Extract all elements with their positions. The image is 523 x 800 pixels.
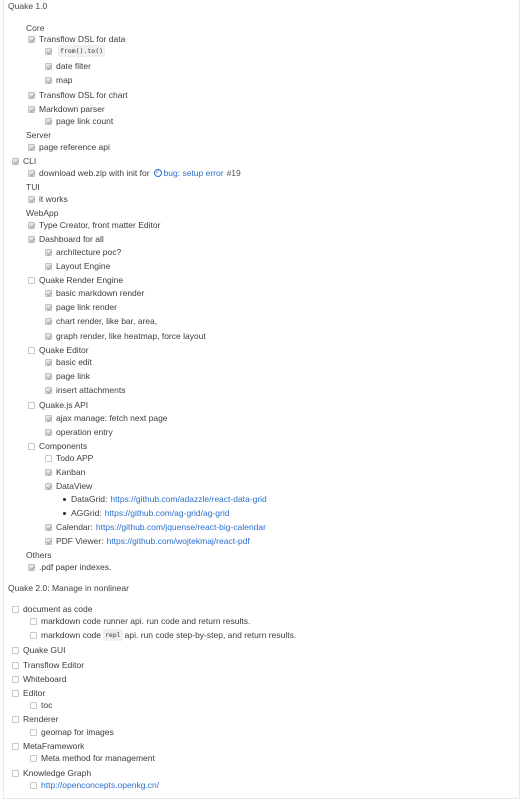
checkbox-checked[interactable] [28, 144, 35, 151]
issue-number: #19 [226, 168, 241, 178]
checkbox-unchecked[interactable] [12, 647, 19, 654]
section-title [8, 0, 47, 12]
task-label: operation entry [56, 427, 113, 437]
issue-open-icon: ✓ [155, 170, 161, 176]
task-item[interactable] [45, 260, 110, 272]
task-item[interactable] [30, 629, 296, 641]
checkbox-unchecked[interactable] [28, 402, 35, 409]
checkbox-unchecked[interactable] [28, 347, 35, 354]
task-label: Components [39, 441, 88, 451]
url-link[interactable]: https://github.com/adazzle/react-data-grid [110, 494, 267, 504]
task-label: Todo APP [56, 453, 94, 463]
task-item[interactable] [30, 752, 155, 764]
task-item[interactable] [12, 644, 66, 656]
bullet-icon [63, 498, 66, 501]
task-label: graph render, like heatmap, force layout [56, 331, 206, 341]
checkbox-checked[interactable] [28, 564, 35, 571]
task-item[interactable] [45, 60, 91, 72]
checkbox-checked[interactable] [45, 333, 52, 340]
bullet-label: DataGrid: [71, 494, 108, 504]
task-item[interactable] [45, 45, 107, 57]
task-label: markdown code runner api. run code and return results. [41, 616, 251, 626]
task-label: PDF Viewer: [56, 536, 104, 546]
checkbox-checked[interactable] [45, 373, 52, 380]
checkbox-unchecked[interactable] [12, 743, 19, 750]
task-item[interactable] [45, 466, 85, 478]
task-item[interactable] [45, 480, 92, 492]
checkbox-checked[interactable] [28, 36, 35, 43]
task-item[interactable] [12, 740, 84, 752]
task-item[interactable] [28, 440, 87, 452]
checkbox-unchecked[interactable] [30, 782, 37, 789]
task-item[interactable] [28, 399, 88, 411]
checkbox-checked[interactable] [45, 538, 52, 545]
url-link[interactable]: https://github.com/ag-grid/ag-grid [104, 508, 230, 518]
checkbox-checked[interactable] [45, 429, 52, 436]
checkbox-unchecked[interactable] [28, 443, 35, 450]
bullet-icon [63, 512, 66, 515]
task-label: Meta method for management [41, 753, 155, 763]
checkbox-unchecked[interactable] [12, 716, 19, 723]
task-label: date filter [56, 61, 91, 71]
task-item[interactable] [45, 315, 157, 327]
checkbox-checked[interactable] [28, 196, 35, 203]
checkbox-checked[interactable] [45, 249, 52, 256]
task-item[interactable] [45, 74, 73, 86]
group-heading-text: TUI [26, 182, 40, 192]
group-heading-text: Others [26, 550, 52, 560]
group-heading [26, 129, 51, 141]
task-item[interactable] [28, 193, 68, 205]
task-label: map [56, 75, 73, 85]
url-link[interactable]: http://openconcepts.openkg.cn/ [41, 780, 160, 790]
task-item[interactable] [12, 659, 84, 671]
task-label: page reference api [39, 142, 110, 152]
task-label: page link count [56, 116, 114, 126]
inline-code: repl [105, 631, 121, 639]
task-label: Renderer [23, 714, 59, 724]
task-label: document as code [23, 604, 93, 614]
task-label: insert attachments [56, 385, 126, 395]
task-item[interactable] [45, 356, 92, 368]
checkbox-unchecked[interactable] [30, 632, 37, 639]
group-heading-text: CLI [23, 156, 37, 166]
task-item[interactable] [28, 274, 123, 286]
task-label: Whiteboard [23, 674, 67, 684]
task-label: download web.zip with init for [39, 168, 150, 178]
task-label: it works [39, 194, 68, 204]
task-item[interactable] [28, 344, 89, 356]
task-item[interactable] [12, 713, 58, 725]
task-item[interactable] [45, 535, 250, 547]
task-label: Editor [23, 688, 46, 698]
task-label: markdown code [41, 630, 102, 640]
task-label: MetaFramework [23, 741, 85, 751]
checkbox-unchecked[interactable] [12, 690, 19, 697]
group-heading [26, 181, 40, 193]
task-item[interactable] [28, 33, 125, 45]
checkbox-checked[interactable] [28, 170, 35, 177]
checkbox-checked[interactable] [45, 415, 52, 422]
task-label: Markdown parser [39, 104, 105, 114]
checkbox-checked[interactable] [45, 63, 52, 70]
checkbox-checked[interactable] [45, 524, 52, 531]
checkbox-checked[interactable] [45, 318, 52, 325]
checkbox-unchecked[interactable] [12, 606, 19, 613]
task-label: Calendar: [56, 522, 93, 532]
task-item[interactable] [45, 452, 93, 464]
task-label: Quake Editor [39, 345, 89, 355]
bullet-label: AGGrid: [71, 508, 102, 518]
checkbox-checked[interactable] [12, 158, 19, 165]
task-item[interactable] [45, 115, 113, 127]
task-label-continuation: api. run code step-by-step, and return results. [124, 630, 297, 640]
task-item[interactable] [45, 521, 266, 533]
task-label: page link render [56, 302, 117, 312]
bullet-item [63, 493, 267, 505]
checkbox-checked[interactable] [45, 263, 52, 270]
task-item[interactable] [45, 287, 144, 299]
task-label: Dashboard for all [39, 234, 104, 244]
task-item[interactable] [12, 603, 92, 615]
checkbox-unchecked[interactable] [30, 729, 37, 736]
task-label: chart render, like bar, area, [56, 316, 158, 326]
checkbox-unchecked[interactable] [12, 676, 19, 683]
group-heading-text: Core [26, 23, 45, 33]
checkbox-unchecked[interactable] [30, 755, 37, 762]
checkbox-unchecked[interactable] [28, 277, 35, 284]
task-label: basic edit [56, 357, 92, 367]
checkbox-unchecked[interactable] [30, 702, 37, 709]
task-item[interactable] [30, 699, 52, 711]
checkbox-unchecked[interactable] [45, 455, 52, 462]
task-item[interactable] [12, 687, 45, 699]
url-link[interactable]: https://github.com/jquense/react-big-calendar [95, 522, 266, 532]
issue-link[interactable]: bug: setup error [163, 168, 224, 178]
inline-code: from().to() [60, 47, 104, 55]
task-item[interactable] [12, 155, 36, 167]
task-label: Kanban [56, 467, 86, 477]
task-label: toc [41, 700, 53, 710]
group-heading [26, 549, 52, 561]
task-item[interactable] [28, 219, 160, 231]
task-item[interactable] [12, 767, 91, 779]
task-item[interactable] [30, 779, 159, 791]
checkbox-checked[interactable] [45, 387, 52, 394]
task-item[interactable] [45, 246, 121, 258]
task-item[interactable] [12, 673, 66, 685]
checkbox-checked[interactable] [28, 92, 35, 99]
task-item[interactable] [30, 615, 250, 627]
group-heading-text: WebApp [26, 208, 59, 218]
task-label: Transflow DSL for chart [39, 90, 128, 100]
checkbox-checked[interactable] [45, 48, 52, 55]
task-label: Quake.js API [39, 400, 89, 410]
task-label: Transflow Editor [23, 660, 85, 670]
section-title [8, 582, 129, 594]
task-item[interactable] [28, 89, 128, 101]
section-title-text: Quake 2.0: Manage in nonlinear [8, 583, 129, 593]
task-label: geomap for images [41, 727, 114, 737]
checkbox-checked[interactable] [45, 359, 52, 366]
task-label: DataView [56, 481, 93, 491]
checkbox-unchecked[interactable] [12, 770, 19, 777]
task-label: architecture poc? [56, 247, 122, 257]
task-item[interactable] [45, 330, 206, 342]
checkbox-checked[interactable] [45, 469, 52, 476]
checkbox-checked[interactable] [45, 77, 52, 84]
bullet-item [63, 507, 229, 519]
task-item[interactable] [28, 233, 104, 245]
task-item[interactable] [45, 384, 125, 396]
checkbox-checked[interactable] [28, 106, 35, 113]
task-label: basic markdown render [56, 288, 145, 298]
section-title-text: Quake 1.0 [8, 1, 48, 11]
checkbox-checked[interactable] [45, 290, 52, 297]
task-label: .pdf paper indexes. [39, 562, 112, 572]
checkbox-checked[interactable] [45, 483, 52, 490]
task-item[interactable] [30, 726, 114, 738]
task-label: page link [56, 371, 91, 381]
task-label: Transflow DSL for data [39, 34, 126, 44]
task-label: Quake Render Engine [39, 275, 124, 285]
checkbox-unchecked[interactable] [30, 618, 37, 625]
task-label: Layout Engine [56, 261, 111, 271]
group-heading-text: Server [26, 130, 52, 140]
task-item[interactable] [45, 370, 90, 382]
checkbox-checked[interactable] [45, 118, 52, 125]
checkbox-checked[interactable] [28, 222, 35, 229]
url-link[interactable]: https://github.com/wojtekmaj/react-pdf [106, 536, 250, 546]
task-item[interactable] [28, 167, 241, 179]
task-label: Type Creator, front matter Editor [39, 220, 161, 230]
task-item[interactable] [28, 141, 110, 153]
task-item[interactable] [45, 412, 168, 424]
task-label: Knowledge Graph [23, 768, 92, 778]
checkbox-checked[interactable] [28, 236, 35, 243]
task-item[interactable] [28, 561, 111, 573]
task-label: ajax manage: fetch next page [56, 413, 168, 423]
task-item[interactable] [45, 426, 113, 438]
checkbox-unchecked[interactable] [12, 662, 19, 669]
task-label: Quake GUI [23, 645, 66, 655]
task-item[interactable] [45, 301, 117, 313]
checkbox-checked[interactable] [45, 304, 52, 311]
task-item[interactable] [28, 103, 105, 115]
group-heading [26, 207, 58, 219]
